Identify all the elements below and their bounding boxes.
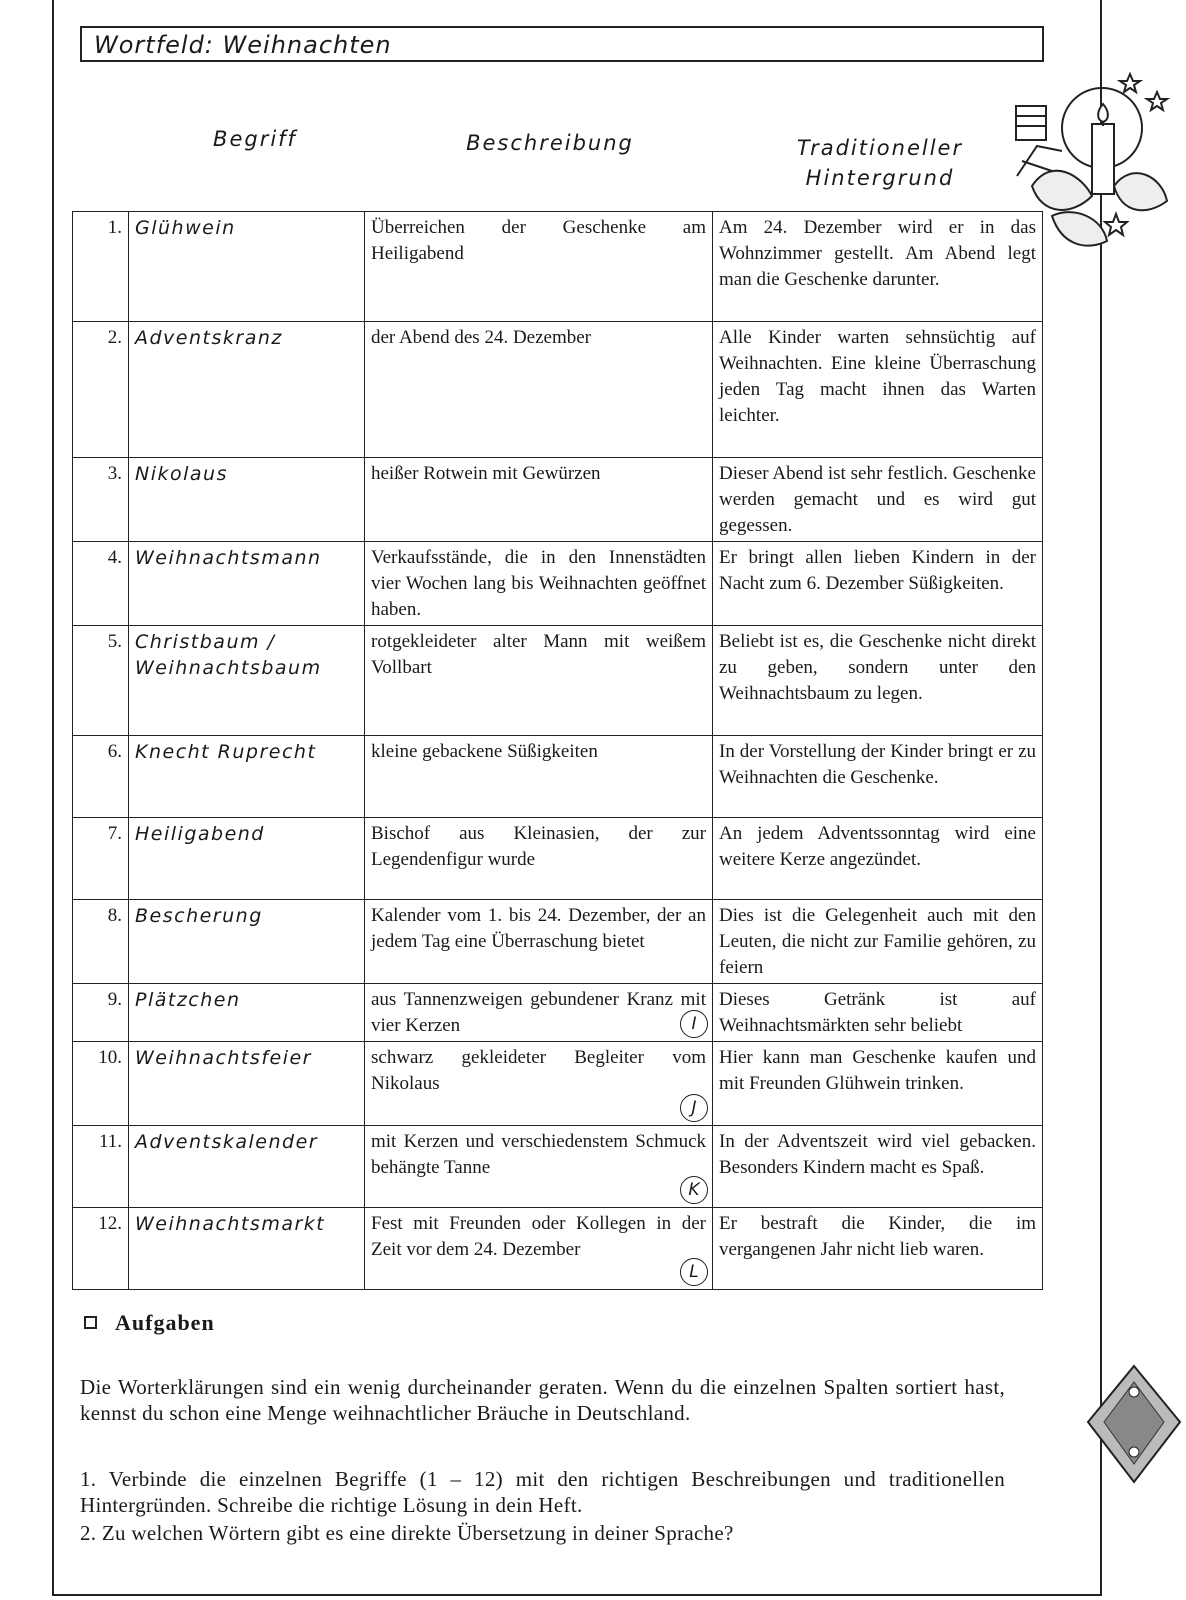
table-row	[73, 818, 1043, 900]
term-cell	[129, 322, 365, 458]
description-cell-text: rotgekleideter alter Mann mit weißem Vollbart	[371, 631, 706, 678]
term-cell	[129, 736, 365, 818]
description-cell-text: aus Tannenzweigen gebundener Kranz mit vier Kerzen	[371, 989, 706, 1036]
row-number	[73, 1208, 129, 1290]
row-number-text: 11.	[98, 1131, 122, 1152]
row-number-text: 10.	[98, 1047, 122, 1068]
term-cell-text: Weihnachtsfeier	[135, 1047, 312, 1069]
term-cell	[129, 1126, 365, 1208]
background-cell-text: Dies ist die Gelegenheit auch mit den Leuten, die nicht zur Familie gehören, zu feiern	[719, 905, 1036, 978]
term-cell	[129, 1042, 365, 1126]
row-number-text: 3.	[107, 463, 122, 484]
term-cell-text: Christbaum / Weihnachtsbaum	[135, 631, 322, 679]
term-cell	[129, 626, 365, 736]
term-cell-text: Knecht Ruprecht	[135, 741, 317, 763]
term-cell	[129, 458, 365, 542]
description-cell-text: heißer Rotwein mit Gewürzen	[371, 463, 601, 484]
description-cell-text: Überreichen der Geschenke am Heiligabend	[371, 217, 706, 264]
term-cell-text: Bescherung	[135, 905, 263, 927]
background-cell-text: Er bestraft die Kinder, die im vergangenen Jahr nicht lieb waren.	[719, 1213, 1036, 1260]
term-cell-text: Adventskranz	[135, 327, 283, 349]
row-number-text: 4.	[107, 547, 122, 568]
handwritten-letter-mark: L	[680, 1258, 708, 1286]
background-cell	[713, 322, 1043, 458]
description-cell	[365, 818, 713, 900]
background-cell-text: Dieser Abend ist sehr festlich. Geschenke werden gemacht und es wird gut gegessen.	[719, 463, 1036, 536]
background-cell-text: Hier kann man Geschenke kaufen und mit Freunden Glühwein trinken.	[719, 1047, 1036, 1094]
handwritten-letter-mark: J	[680, 1094, 708, 1122]
handwritten-letter-mark: K	[680, 1176, 708, 1204]
background-cell-text: In der Vorstellung der Kinder bringt er zu Weihnachten die Geschenke.	[719, 741, 1036, 788]
row-number	[73, 542, 129, 626]
description-cell	[365, 984, 713, 1042]
description-cell	[365, 900, 713, 984]
description-cell-text: mit Kerzen und verschiedenstem Schmuck behängte Tanne	[371, 1131, 706, 1178]
row-number	[73, 212, 129, 322]
table-row	[73, 1126, 1043, 1208]
term-cell-text: Adventskalender	[135, 1131, 319, 1153]
ornament-diamond-icon	[1084, 1360, 1184, 1490]
background-cell	[713, 212, 1043, 322]
row-number	[73, 984, 129, 1042]
column-header-description: Beschreibung	[466, 131, 634, 155]
table-row	[73, 900, 1043, 984]
vocabulary-table	[72, 211, 1043, 1290]
background-cell	[713, 736, 1043, 818]
row-number-text: 8.	[107, 905, 122, 926]
row-number	[73, 626, 129, 736]
tasks-heading: Aufgaben	[84, 1310, 215, 1336]
task-2: 2. Zu welchen Wörtern gibt es eine direkte Übersetzung in deiner Sprache?	[80, 1521, 734, 1545]
term-cell-text: Weihnachtsmarkt	[135, 1213, 326, 1235]
table-row	[73, 984, 1043, 1042]
background-cell	[713, 542, 1043, 626]
term-cell	[129, 818, 365, 900]
description-cell-text: schwarz gekleideter Begleiter vom Nikolaus	[371, 1047, 706, 1094]
description-cell	[365, 1042, 713, 1126]
term-cell-text: Nikolaus	[135, 463, 228, 485]
table-row	[73, 736, 1043, 818]
background-cell	[713, 818, 1043, 900]
description-cell-text: Verkaufsstände, die in den Innenstädten vier Wochen lang bis Weihnachten geöffnet haben.	[371, 547, 706, 620]
term-cell	[129, 542, 365, 626]
row-number	[73, 458, 129, 542]
background-cell-text: Er bringt allen lieben Kindern in der Nacht zum 6. Dezember Süßigkeiten.	[719, 547, 1036, 594]
description-cell	[365, 1208, 713, 1290]
table-row	[73, 212, 1043, 322]
row-number	[73, 900, 129, 984]
row-number	[73, 1042, 129, 1126]
background-cell-text: In der Adventszeit wird viel gebacken. Besonders Kindern macht es Spaß.	[719, 1131, 1036, 1178]
background-cell-text: An jedem Adventssonntag wird eine weitere Kerze angezündet.	[719, 823, 1036, 870]
star-icon	[1147, 92, 1167, 110]
task-1: 1. Verbinde die einzelnen Begriffe (1 – 12) mit den richtigen Beschreibungen und traditionellen Hintergründen. Schreibe die richtige Lösung in dein Heft.	[80, 1467, 1005, 1517]
table-row	[73, 542, 1043, 626]
description-cell	[365, 212, 713, 322]
background-cell	[713, 984, 1043, 1042]
table-row	[73, 1208, 1043, 1290]
background-cell	[713, 1126, 1043, 1208]
row-number-text: 2.	[107, 327, 122, 348]
row-number-text: 9.	[107, 989, 122, 1010]
background-cell	[713, 626, 1043, 736]
row-number-text: 5.	[107, 631, 122, 652]
description-cell-text: Kalender vom 1. bis 24. Dezember, der an jedem Tag eine Überraschung bietet	[371, 905, 706, 952]
tasks-intro: Die Worterklärungen sind ein wenig durcheinander geraten. Wenn du die einzelnen Spalten sortiert hast, kennst du schon eine Menge weihnachtlicher Bräuche in Deutschland.	[80, 1375, 1005, 1425]
table-row	[73, 1042, 1043, 1126]
square-bullet-icon	[84, 1316, 97, 1329]
term-cell-text: Glühwein	[135, 217, 236, 239]
description-cell	[365, 458, 713, 542]
background-cell-text: Alle Kinder warten sehnsüchtig auf Weihnachten. Eine kleine Überraschung jeden Tag macht ihnen das Warten leichter.	[719, 327, 1036, 426]
handwritten-letter-mark: I	[680, 1010, 708, 1038]
term-cell-text: Heiligabend	[135, 823, 265, 845]
description-cell-text: Fest mit Freunden oder Kollegen in der Zeit vor dem 24. Dezember	[371, 1213, 706, 1260]
description-cell	[365, 626, 713, 736]
term-cell	[129, 900, 365, 984]
worksheet-title: Wortfeld: Weihnachten	[80, 26, 1044, 62]
description-cell	[365, 322, 713, 458]
table-row	[73, 626, 1043, 736]
row-number	[73, 1126, 129, 1208]
background-cell	[713, 900, 1043, 984]
description-cell	[365, 542, 713, 626]
description-cell	[365, 736, 713, 818]
term-cell	[129, 1208, 365, 1290]
row-number-text: 6.	[107, 741, 122, 762]
term-cell-text: Plätzchen	[135, 989, 241, 1011]
background-cell	[713, 1042, 1043, 1126]
description-cell	[365, 1126, 713, 1208]
row-number	[73, 322, 129, 458]
background-cell-text: Am 24. Dezember wird er in das Wohnzimmer gestellt. Am Abend legt man die Geschenke darunter.	[719, 217, 1036, 290]
description-cell-text: der Abend des 24. Dezember	[371, 327, 592, 348]
row-number-text: 1.	[107, 217, 122, 238]
star-icon	[1120, 74, 1140, 92]
term-cell	[129, 984, 365, 1042]
description-cell-text: kleine gebackene Süßigkeiten	[371, 741, 598, 762]
table-row	[73, 322, 1043, 458]
background-cell	[713, 458, 1043, 542]
column-header-term: Begriff	[213, 127, 297, 151]
background-cell-text: Beliebt ist es, die Geschenke nicht direkt zu geben, sondern unter den Weihnachtsbaum zu legen.	[719, 631, 1036, 704]
background-cell	[713, 1208, 1043, 1290]
column-header-background: Traditioneller Hintergrund	[796, 136, 964, 190]
term-cell-text: Weihnachtsmann	[135, 547, 322, 569]
row-number-text: 12.	[98, 1213, 122, 1234]
term-cell	[129, 212, 365, 322]
row-number	[73, 818, 129, 900]
description-cell-text: Bischof aus Kleinasien, der zur Legendenfigur wurde	[371, 823, 706, 870]
table-row	[73, 458, 1043, 542]
row-number	[73, 736, 129, 818]
row-number-text: 7.	[107, 823, 122, 844]
background-cell-text: Dieses Getränk ist auf Weihnachtsmärkten sehr beliebt	[719, 989, 1036, 1036]
